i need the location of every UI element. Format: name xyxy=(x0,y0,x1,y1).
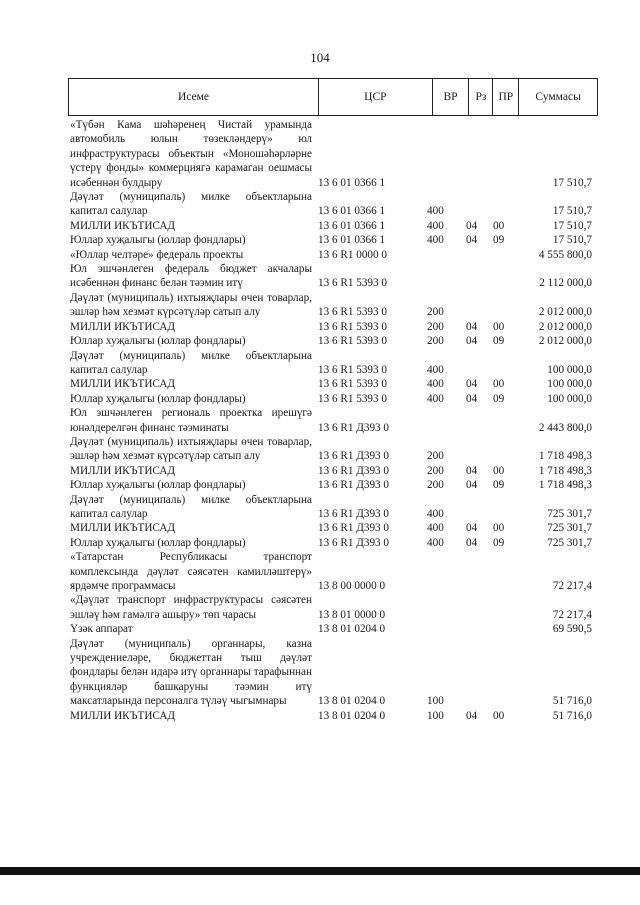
cell-vr: 200 xyxy=(427,450,444,463)
cell-name: МИЛЛИ ИКЪТИСАД xyxy=(70,464,176,477)
cell-csr: 13 6 R1 5393 0 xyxy=(318,277,387,290)
cell-csr: 13 6 R1 Д393 0 xyxy=(318,479,390,492)
cell-vr: 200 xyxy=(427,306,444,319)
cell-vr: 400 xyxy=(427,392,444,405)
cell-pr: 00 xyxy=(493,522,505,535)
table-row xyxy=(68,493,598,522)
cell-csr: 13 6 R1 5393 0 xyxy=(318,363,387,376)
table-row xyxy=(68,291,598,320)
cell-sum: 100 000,0 xyxy=(547,378,592,391)
scan-edge-bar xyxy=(0,867,640,875)
cell-name: Юл эшчәнлеген региональ проектка ирешүгә юнәлдерелгән финанс тәэминаты xyxy=(70,407,312,434)
cell-csr: 13 6 R1 5393 0 xyxy=(318,378,387,391)
cell-sum: 17 510,7 xyxy=(552,205,592,218)
header-vr: ВР xyxy=(432,79,469,115)
cell-sum: 17 510,7 xyxy=(552,219,592,232)
cell-sum: 2 012 000,0 xyxy=(538,320,592,333)
table-row xyxy=(68,392,598,406)
cell-sum: 725 301,7 xyxy=(547,507,592,520)
table-row xyxy=(68,478,598,492)
cell-vr: 200 xyxy=(427,320,444,333)
cell-sum: 1 718 498,3 xyxy=(538,450,592,463)
table-row xyxy=(68,219,598,233)
cell-name: Юллар хуҗалыгы (юллар фондлары) xyxy=(70,536,246,549)
cell-vr: 400 xyxy=(427,507,444,520)
cell-name: Дәүләт (муниципаль) милке объектларына капитал салулар xyxy=(70,191,312,218)
cell-rz: 04 xyxy=(466,479,478,492)
cell-vr: 100 xyxy=(427,695,444,708)
header-rz: Рз xyxy=(468,79,492,115)
cell-sum: 2 443 800,0 xyxy=(538,421,592,434)
cell-sum: 17 510,7 xyxy=(552,234,592,247)
cell-csr: 13 6 01 0366 1 xyxy=(318,176,386,189)
page-number: 104 xyxy=(310,50,330,65)
cell-sum: 1 718 498,3 xyxy=(538,464,592,477)
cell-pr: 09 xyxy=(493,392,505,405)
cell-vr: 100 xyxy=(427,709,444,722)
cell-pr: 00 xyxy=(493,709,505,722)
cell-name: «Юллар челтәре» федераль проекты xyxy=(70,248,244,261)
cell-name: «Татарстан Республикасы транспорт комплексында дәүләт сәясәтен камилләштерү» ярдәмче программасы xyxy=(70,551,312,592)
cell-name: «Дәүләт транспорт инфраструктурасы сәясәтен эшләү һәм гамәлгә ашыру» төп чарасы xyxy=(70,594,312,621)
cell-csr: 13 6 R1 Д393 0 xyxy=(318,522,390,535)
table-row xyxy=(68,464,598,478)
cell-name: Үзәк аппарат xyxy=(70,623,133,636)
cell-csr: 13 6 R1 Д393 0 xyxy=(318,507,390,520)
cell-vr: 200 xyxy=(427,479,444,492)
cell-name: МИЛЛИ ИКЪТИСАД xyxy=(70,219,176,232)
cell-csr: 13 8 01 0000 0 xyxy=(318,608,386,621)
cell-csr: 13 8 01 0204 0 xyxy=(318,695,386,708)
cell-csr: 13 6 R1 Д393 0 xyxy=(318,536,390,549)
cell-sum: 2 112 000,0 xyxy=(539,277,592,290)
cell-name: «Түбән Кама шәһәренең Чистай урамында автомобиль юлын төзекләндерү» юл инфраструктурасы объектын «Моношәһәрләрне үстерү фонды» коммерциягә карамаган оешмасы исәбеннән булдыру xyxy=(70,119,312,189)
cell-sum: 100 000,0 xyxy=(547,363,592,376)
header-csr: ЦСР xyxy=(318,79,432,115)
cell-pr: 00 xyxy=(493,378,505,391)
table-row xyxy=(68,406,598,435)
cell-csr: 13 6 01 0366 1 xyxy=(318,205,386,218)
cell-pr: 09 xyxy=(493,234,505,247)
table-row xyxy=(68,377,598,391)
cell-csr: 13 6 R1 5393 0 xyxy=(318,320,387,333)
cell-name: МИЛЛИ ИКЪТИСАД xyxy=(70,378,176,391)
cell-sum: 2 012 000,0 xyxy=(538,306,592,319)
cell-rz: 04 xyxy=(466,378,478,391)
cell-csr: 13 6 R1 Д393 0 xyxy=(318,421,390,434)
cell-sum: 17 510,7 xyxy=(552,176,592,189)
cell-csr: 13 6 01 0366 1 xyxy=(318,234,386,247)
table-row xyxy=(68,521,598,535)
header-sum: Суммасы xyxy=(518,79,597,115)
cell-name: Юл эшчәнлеген федераль бюджет акчалары исәбеннән финанс белән тәэмин итү xyxy=(70,263,312,290)
table-row xyxy=(68,536,598,550)
table-row xyxy=(68,550,598,593)
cell-vr: 400 xyxy=(427,536,444,549)
cell-name: Юллар хуҗалыгы (юллар фондлары) xyxy=(70,234,246,247)
cell-name: МИЛЛИ ИКЪТИСАД xyxy=(70,320,176,333)
cell-sum: 51 716,0 xyxy=(552,709,592,722)
cell-name: Дәүләт (муниципаль) ихтыяҗлары өчен товарлар, эшләр һәм хезмәт күрсәтүләр сатып алу xyxy=(70,435,312,463)
cell-vr: 400 xyxy=(427,219,444,232)
cell-sum: 2 012 000,0 xyxy=(538,335,592,348)
cell-csr: 13 6 R1 5393 0 xyxy=(318,306,387,319)
table-row xyxy=(68,233,598,247)
cell-pr: 00 xyxy=(493,320,505,333)
cell-name: Юллар хуҗалыгы (юллар фондлары) xyxy=(70,479,246,492)
table-row xyxy=(68,349,598,378)
cell-vr: 400 xyxy=(427,522,444,535)
table-row xyxy=(68,248,598,262)
cell-vr: 400 xyxy=(427,205,444,218)
cell-sum: 100 000,0 xyxy=(547,392,592,405)
cell-name: Дәүләт (муниципаль) ихтыяҗлары өчен товарлар, эшләр һәм хезмәт күрсәтүләр сатып алу xyxy=(70,291,312,319)
cell-name: Дәүләт (муниципаль) милке объектларына капитал салулар xyxy=(70,493,312,520)
cell-pr: 09 xyxy=(493,335,505,348)
cell-name: Дәүләт (муниципаль) милке объектларына капитал салулар xyxy=(70,349,312,376)
table-row xyxy=(68,334,598,348)
table-row xyxy=(68,320,598,334)
cell-sum: 725 301,7 xyxy=(547,536,592,549)
cell-name: Юллар хуҗалыгы (юллар фондлары) xyxy=(70,392,246,405)
table-row xyxy=(68,190,598,219)
cell-csr: 13 6 R1 Д393 0 xyxy=(318,450,390,463)
cell-sum: 725 301,7 xyxy=(547,522,592,535)
cell-name: Дәүләт (муниципаль) органнары, казна учреждениеләре, бюджеттан тыш дәүләт фондлары белән идарә итү органнары тарафыннан функцияләр башкаруны тәэмин итү максатларында персоналга түләү чыгымнары xyxy=(70,637,312,708)
cell-csr: 13 6 R1 0000 0 xyxy=(318,248,387,261)
cell-sum: 72 217,4 xyxy=(552,608,592,621)
cell-pr: 09 xyxy=(493,536,505,549)
cell-sum: 72 217,4 xyxy=(552,580,592,592)
table-row xyxy=(68,593,598,622)
table-row xyxy=(68,118,598,190)
cell-rz: 04 xyxy=(466,320,478,333)
cell-csr: 13 6 R1 5393 0 xyxy=(318,392,387,405)
table-row xyxy=(68,637,598,709)
cell-vr: 200 xyxy=(427,464,444,477)
table-body xyxy=(68,118,598,723)
table-row xyxy=(68,709,598,723)
header-name: Исеме xyxy=(178,91,210,103)
cell-name: МИЛЛИ ИКЪТИСАД xyxy=(70,709,176,722)
cell-csr: 13 8 00 0000 0 xyxy=(318,580,386,592)
table-row xyxy=(68,435,598,464)
cell-csr: 13 6 R1 5393 0 xyxy=(318,335,387,348)
table-row xyxy=(68,622,598,636)
cell-pr: 00 xyxy=(493,464,505,477)
cell-sum: 69 590,5 xyxy=(552,623,592,636)
cell-rz: 04 xyxy=(466,335,478,348)
cell-sum: 1 718 498,3 xyxy=(538,479,592,492)
cell-rz: 04 xyxy=(466,464,478,477)
cell-pr: 00 xyxy=(493,219,505,232)
cell-rz: 04 xyxy=(466,709,478,722)
cell-rz: 04 xyxy=(466,234,478,247)
cell-vr: 200 xyxy=(427,335,444,348)
cell-csr: 13 6 R1 Д393 0 xyxy=(318,464,390,477)
cell-csr: 13 6 01 0366 1 xyxy=(318,219,386,232)
cell-vr: 400 xyxy=(427,234,444,247)
cell-rz: 04 xyxy=(466,522,478,535)
table-row xyxy=(68,262,598,291)
cell-rz: 04 xyxy=(466,392,478,405)
cell-sum: 51 716,0 xyxy=(552,695,592,708)
cell-name: МИЛЛИ ИКЪТИСАД xyxy=(70,522,176,535)
cell-csr: 13 8 01 0204 0 xyxy=(318,709,386,722)
cell-rz: 04 xyxy=(466,219,478,232)
cell-rz: 04 xyxy=(466,536,478,549)
table-header xyxy=(68,78,598,116)
header-pr: ПР xyxy=(492,79,518,115)
cell-csr: 13 8 01 0204 0 xyxy=(318,623,386,636)
cell-vr: 400 xyxy=(427,378,444,391)
cell-pr: 09 xyxy=(493,479,505,492)
cell-name: Юллар хуҗалыгы (юллар фондлары) xyxy=(70,335,246,348)
cell-vr: 400 xyxy=(427,363,444,376)
cell-sum: 4 555 800,0 xyxy=(538,248,592,261)
